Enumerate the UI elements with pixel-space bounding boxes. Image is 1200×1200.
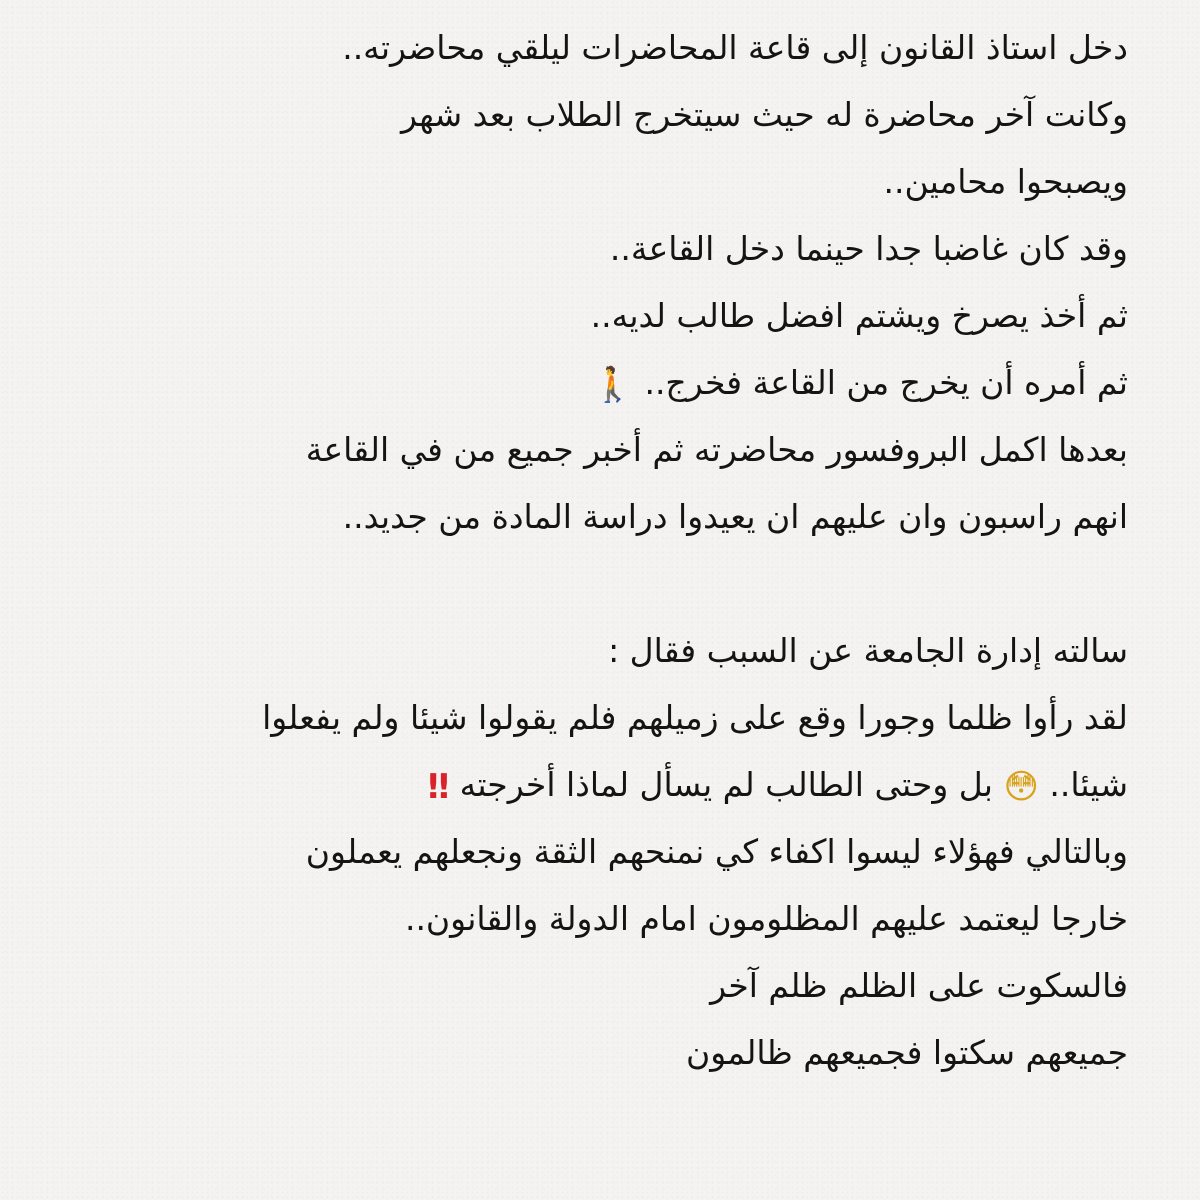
note-line-14: خارجا ليعتمد عليهم المظلومون امام الدولة والقانون.. bbox=[404, 899, 1128, 938]
note-line-12 bbox=[60, 751, 1128, 818]
double-exclamation-icon: ‼ bbox=[427, 766, 450, 807]
note-line-3: ويصبحوا محامين.. bbox=[883, 162, 1128, 201]
note-line-16: جميعهم سكتوا فجميعهم ظالمون bbox=[686, 1033, 1128, 1072]
note-line-8: انهم راسبون وان عليهم ان يعيدوا دراسة المادة من جديد.. bbox=[342, 497, 1128, 536]
note-line-6-text: ثم أمره أن يخرج من القاعة فخرج.. bbox=[644, 363, 1128, 402]
note-line-12-end: بل وحتى الطالب لم يسأل لماذا أخرجته bbox=[459, 765, 993, 804]
note-line-7: بعدها اكمل البروفسور محاضرته ثم أخبر جميع من في القاعة bbox=[305, 430, 1128, 469]
note-line-15: فالسكوت على الظلم ظلم آخر bbox=[710, 966, 1128, 1005]
note-blank-line bbox=[60, 550, 1128, 617]
walking-person-icon: 🚶 bbox=[591, 364, 634, 405]
note-line-2: وكانت آخر محاضرة له حيث سيتخرج الطلاب بعد شهر bbox=[401, 95, 1128, 134]
note-line-12-start: شيئا.. bbox=[1049, 765, 1128, 804]
note-line-13: وبالتالي فهؤلاء ليسوا اكفاء كي نمنحهم الثقة ونجعلهم يعملون bbox=[305, 832, 1128, 871]
flushed-face-icon: 😳 bbox=[1003, 766, 1039, 807]
note-line-11: لقد رأوا ظلما وجورا وقع على زميلهم فلم يقولوا شيئا ولم يفعلوا bbox=[262, 698, 1128, 737]
note-line-5: ثم أخذ يصرخ ويشتم افضل طالب لديه.. bbox=[590, 296, 1128, 335]
note-line-4: وقد كان غاضبا جدا حينما دخل القاعة.. bbox=[609, 229, 1128, 268]
note-line-6 bbox=[60, 349, 1128, 416]
note-line-10: سالته إدارة الجامعة عن السبب فقال : bbox=[608, 631, 1128, 670]
note-line-1: دخل استاذ القانون إلى قاعة المحاضرات ليلقي محاضرته.. bbox=[342, 28, 1128, 67]
